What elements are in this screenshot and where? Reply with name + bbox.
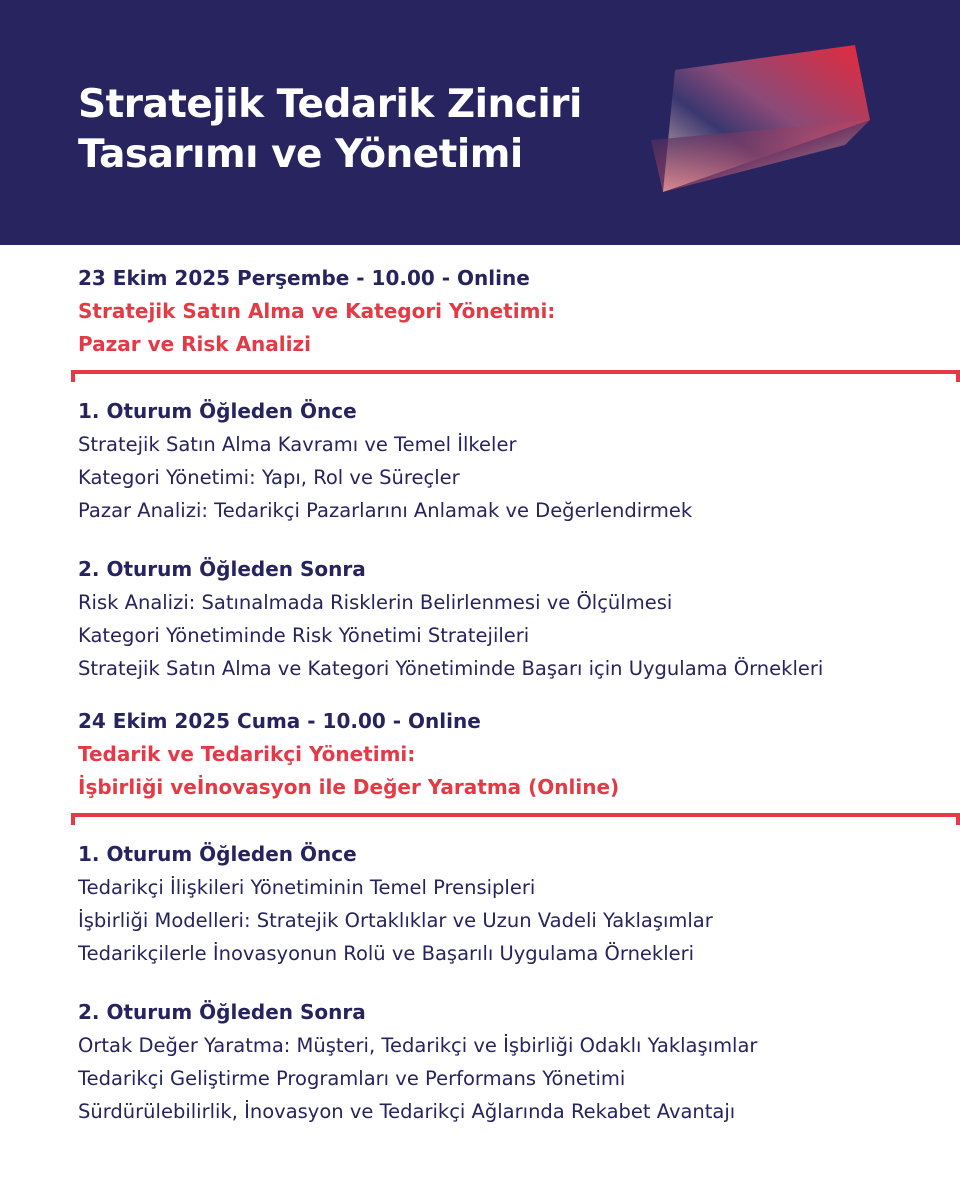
session-item: Risk Analizi: Satınalmada Risklerin Belirlenmesi ve Ölçülmesi bbox=[78, 591, 673, 614]
topic-line-1: Stratejik Satın Alma ve Kategori Yönetimi: bbox=[78, 299, 556, 323]
topic-line-2: İşbirliği veİnovasyon ile Değer Yaratma (Online) bbox=[78, 775, 620, 799]
abstract-logo-icon bbox=[645, 40, 875, 200]
session-block bbox=[78, 996, 938, 1128]
session-item: Pazar Analizi: Tedarikçi Pazarlarını Anlamak ve Değerlendirmek bbox=[78, 499, 693, 522]
section-divider bbox=[71, 813, 960, 825]
session-item: Kategori Yönetiminde Risk Yönetimi Stratejileri bbox=[78, 624, 530, 647]
topic-line-2: Pazar ve Risk Analizi bbox=[78, 332, 311, 356]
session-item: Kategori Yönetimi: Yapı, Rol ve Süreçler bbox=[78, 466, 460, 489]
day-date: 23 Ekim 2025 Perşembe - 10.00 - Online bbox=[78, 266, 530, 290]
session-item: Stratejik Satın Alma Kavramı ve Temel İlkeler bbox=[78, 433, 517, 456]
session-block bbox=[78, 838, 938, 970]
topic-line-1: Tedarik ve Tedarikçi Yönetimi: bbox=[78, 742, 416, 766]
session-block bbox=[78, 395, 938, 527]
session-item: Tedarikçi Geliştirme Programları ve Performans Yönetimi bbox=[78, 1067, 626, 1090]
day-block-2 bbox=[78, 705, 938, 1128]
day-topic bbox=[78, 295, 938, 361]
page-title bbox=[78, 80, 582, 180]
session-item: Ortak Değer Yaratma: Müşteri, Tedarikçi ve İşbirliği Odaklı Yaklaşımlar bbox=[78, 1034, 758, 1057]
session-item: Tedarikçilerle İnovasyonun Rolü ve Başarılı Uygulama Örnekleri bbox=[78, 942, 695, 965]
session-block bbox=[78, 553, 938, 685]
session-title: 2. Oturum Öğleden Sonra bbox=[78, 557, 366, 581]
title-line-2: Tasarımı ve Yönetimi bbox=[78, 132, 523, 177]
day-block-1 bbox=[78, 262, 938, 685]
section-divider bbox=[71, 370, 960, 382]
session-title: 2. Oturum Öğleden Sonra bbox=[78, 1000, 366, 1024]
day-topic bbox=[78, 738, 938, 804]
session-title: 1. Oturum Öğleden Önce bbox=[78, 399, 357, 423]
session-item: İşbirliği Modelleri: Stratejik Ortaklıklar ve Uzun Vadeli Yaklaşımlar bbox=[78, 909, 713, 932]
session-item: Tedarikçi İlişkileri Yönetiminin Temel Prensipleri bbox=[78, 876, 536, 899]
title-line-1: Stratejik Tedarik Zinciri bbox=[78, 82, 582, 127]
session-title: 1. Oturum Öğleden Önce bbox=[78, 842, 357, 866]
session-item: Sürdürülebilirlik, İnovasyon ve Tedarikçi Ağlarında Rekabet Avantajı bbox=[78, 1100, 736, 1123]
day-date: 24 Ekim 2025 Cuma - 10.00 - Online bbox=[78, 709, 481, 733]
header-banner bbox=[0, 0, 960, 245]
agenda-content bbox=[78, 262, 938, 1154]
session-item: Stratejik Satın Alma ve Kategori Yönetiminde Başarı için Uygulama Örnekleri bbox=[78, 657, 824, 680]
